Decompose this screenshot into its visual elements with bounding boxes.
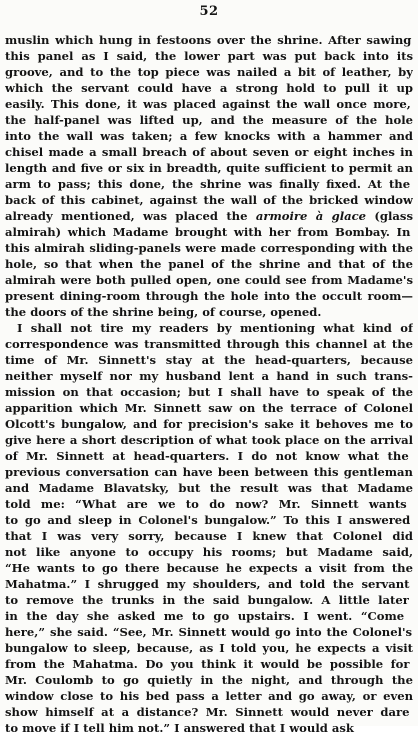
- text-segment: Mahatma.” I shrugged my shoulders, and told the servant: [5, 577, 410, 591]
- text-segment: I shall not tire my readers by mentioning what kind of: [17, 321, 413, 335]
- text-line: [5, 416, 413, 432]
- text-segment: back of this cabinet, against the wall of the bricked window: [5, 193, 413, 207]
- text-line: [5, 672, 413, 688]
- text-segment: in the day she asked me to go upstairs. I went. “Come: [5, 609, 405, 623]
- text-line: [5, 480, 413, 496]
- text-segment: Mr. Coulomb to go quietly in the night, and through the: [5, 673, 413, 687]
- text-line: [5, 112, 413, 128]
- text-line: [5, 528, 413, 544]
- text-segment: arm to pass; this done, the shrine was finally fixed. At the: [5, 177, 411, 191]
- page-number: 52: [199, 4, 219, 19]
- text-segment: here,” she said. “See, Mr. Sinnett would go into the Colonel's: [5, 625, 413, 639]
- text-segment: almirah) which Madame brought with her from Bombay. In: [5, 225, 411, 239]
- text-segment: show himself at a distance? Mr. Sinnett would never dare: [5, 705, 410, 719]
- text-segment: told me: “What are we to do now? Mr. Sinnett wants: [5, 497, 407, 511]
- text-segment: this panel as I said, the lower part was put back into its: [5, 49, 413, 63]
- text-line: [5, 656, 413, 672]
- text-line: [5, 128, 413, 144]
- text-line: [5, 336, 413, 352]
- text-segment: window close to his bed pass a letter and go away, or even: [5, 689, 413, 703]
- text-line: [5, 32, 413, 48]
- text-line: [5, 688, 413, 704]
- text-line: [5, 352, 413, 368]
- text-line: [5, 400, 413, 416]
- text-line: [5, 176, 413, 192]
- text-segment: mission on that occasion; but I shall have to speak of the: [5, 385, 413, 399]
- text-line: [5, 304, 413, 320]
- text-line: [5, 592, 413, 608]
- text-segment: and Madame Blavatsky, but the result was that Madame: [5, 481, 413, 495]
- text-segment: the half-panel was lifted up, and the measure of the hole: [5, 113, 413, 127]
- text-line: [5, 80, 413, 96]
- text-segment: hole, so that when the panel of the shrine and that of the: [5, 257, 413, 271]
- italic-phrase: armoire à glace: [255, 209, 367, 223]
- text-segment: easily. This done, it was placed against the wall once more,: [5, 97, 411, 111]
- text-line: [5, 48, 413, 64]
- text-line: [5, 272, 413, 288]
- text-line: [5, 720, 413, 736]
- text-segment: apparition which Mr. Sinnett saw on the terrace of Colonel: [5, 401, 413, 415]
- body-text: [5, 32, 413, 736]
- text-line: [5, 432, 413, 448]
- text-segment: groove, and to the top piece was nailed a bit of leather, by: [5, 65, 413, 79]
- text-line: [5, 448, 413, 464]
- text-segment: present dining-room through the hole into the occult room—: [5, 289, 413, 303]
- text-segment: to remove the trunks in the said bungalow. A little later: [5, 593, 409, 607]
- text-line: [5, 560, 413, 576]
- text-segment: this almirah sliding-panels were made corresponding with the: [5, 241, 413, 255]
- paragraph: [5, 32, 413, 320]
- text-segment: correspondence was transmitted through this channel at the: [5, 337, 413, 351]
- text-segment: to move if I tell him not.” I answered that I would ask: [5, 721, 354, 735]
- text-line: [5, 144, 413, 160]
- text-line: [5, 640, 413, 656]
- text-line: [5, 512, 413, 528]
- text-segment: from the Mahatma. Do you think it would be possible for: [5, 657, 410, 671]
- text-line: [5, 464, 413, 480]
- text-line: [5, 320, 413, 336]
- text-line: [5, 288, 413, 304]
- text-line: [5, 496, 413, 512]
- text-segment: time of Mr. Sinnett's stay at the head-quarters, because: [5, 353, 413, 367]
- text-line: [5, 224, 413, 240]
- text-segment: Olcott's bungalow, and for precision's sake it behoves me to: [5, 417, 413, 431]
- text-segment: that I was very sorry, because I knew that Colonel did: [5, 529, 413, 543]
- text-line: [5, 576, 413, 592]
- text-line: [5, 208, 413, 224]
- text-line: [5, 160, 413, 176]
- text-segment: which the servant could have a strong hold to pull it up: [5, 81, 413, 95]
- text-segment: to go and sleep in Colonel's bungalow.” To this I answered: [5, 513, 411, 527]
- text-segment: already mentioned, was placed the: [5, 209, 256, 223]
- text-segment: into the wall was taken; a few knocks with a hammer and: [5, 129, 413, 143]
- text-line: [5, 624, 413, 640]
- text-line: [5, 368, 413, 384]
- text-line: [5, 192, 413, 208]
- text-segment: the doors of the shrine being, of course, opened.: [5, 305, 322, 319]
- text-line: [5, 240, 413, 256]
- text-line: [5, 96, 413, 112]
- text-line: [5, 544, 413, 560]
- text-segment: (glass: [366, 209, 413, 223]
- text-segment: not like anyone to occupy his rooms; but Madame said,: [5, 545, 413, 559]
- text-line: [5, 256, 413, 272]
- text-line: [5, 704, 413, 720]
- text-segment: “He wants to go there because he expects a visit from the: [5, 561, 413, 575]
- text-segment: chisel made a small breach of about seven or eight inches in: [5, 145, 413, 159]
- text-segment: of Mr. Sinnett at head-quarters. I do not know what the: [5, 449, 409, 463]
- text-line: [5, 64, 413, 80]
- text-segment: previous conversation can have been between this gentleman: [5, 465, 413, 479]
- paragraph: [5, 320, 413, 736]
- text-segment: neither myself nor my husband lent a hand in such trans-: [5, 369, 413, 383]
- text-segment: bungalow to sleep, because, as I told you, he expects a visit: [5, 641, 413, 655]
- text-segment: give here a short description of what took place on the arrival: [5, 433, 413, 447]
- text-line: [5, 608, 413, 624]
- text-segment: muslin which hung in festoons over the shrine. After sawing: [5, 33, 412, 47]
- text-segment: length and five or six in breadth, quite sufficient to permit an: [5, 161, 413, 175]
- text-line: [5, 384, 413, 400]
- text-segment: almirah were both pulled open, one could see from Madame's: [5, 273, 413, 287]
